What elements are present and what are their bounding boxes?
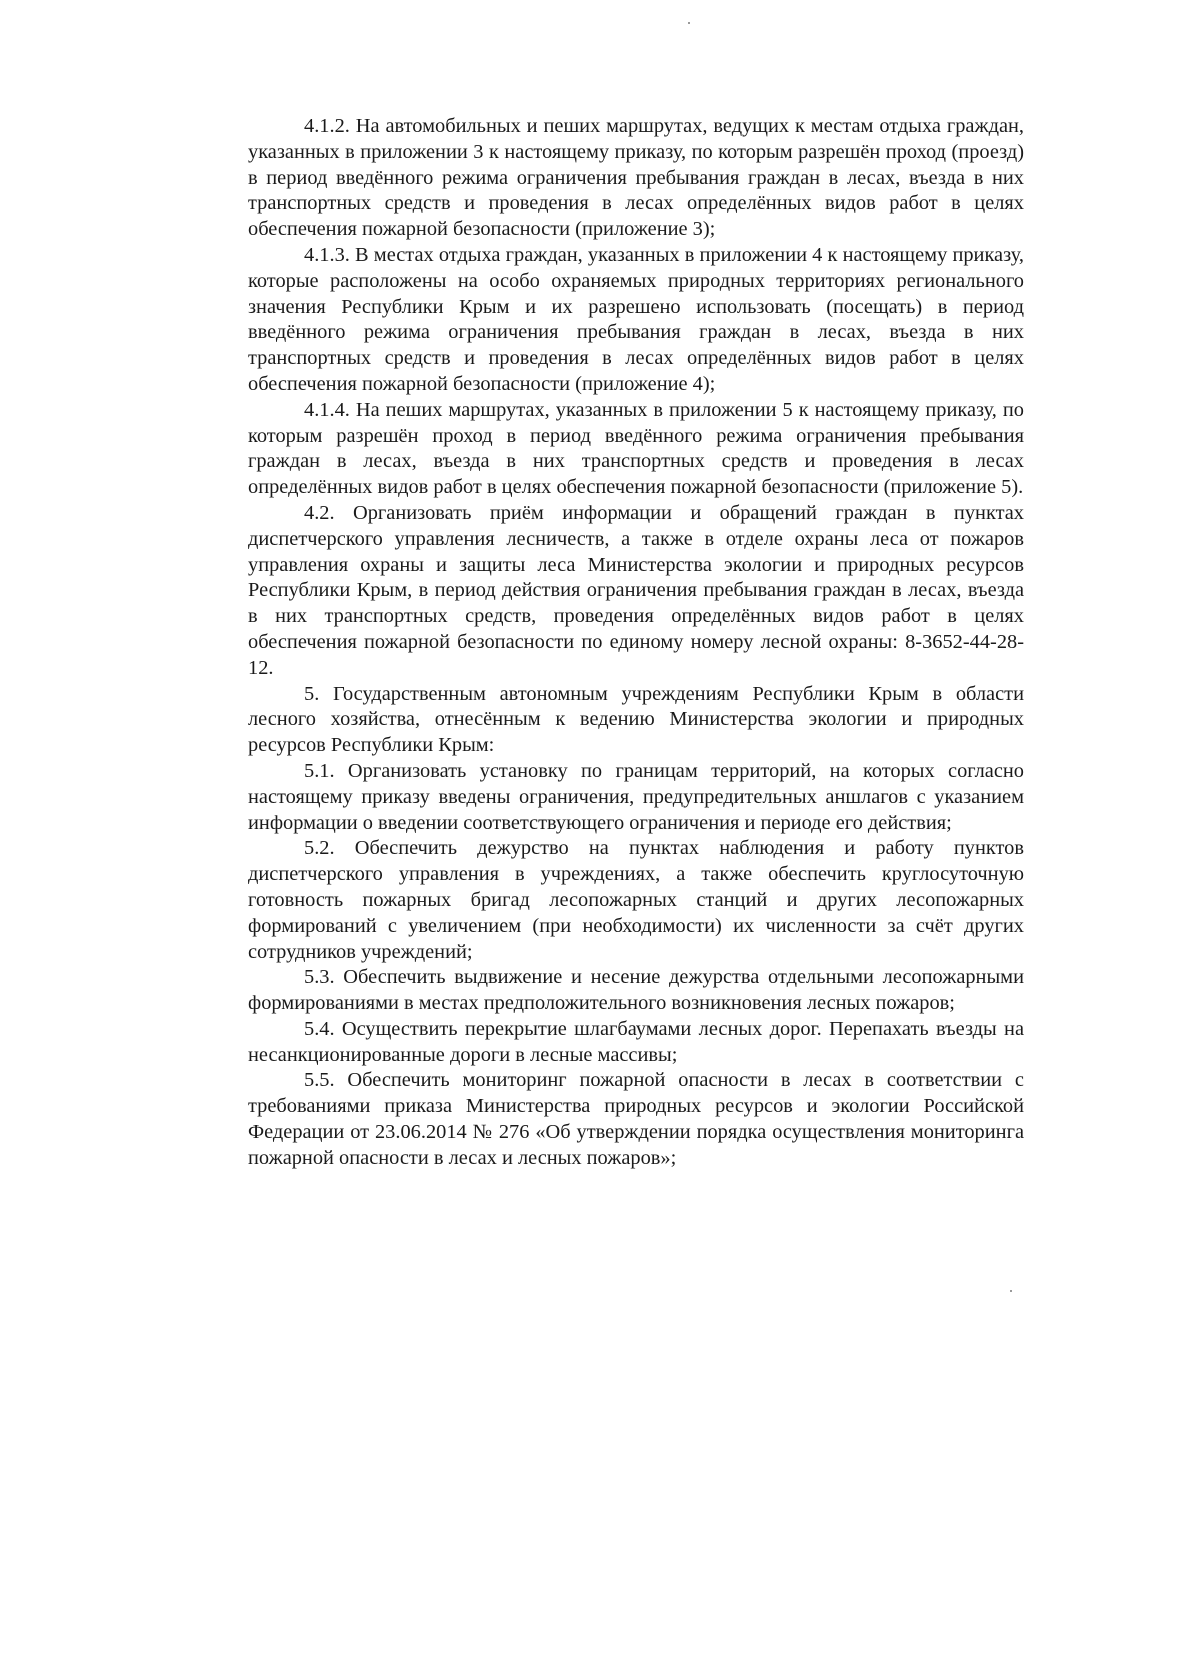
paragraph-5: 5. Государственным автономным учреждениям Республики Крым в области лесного хозяйства, отнесённым к ведению Министерства экологии и природных ресурсов Республики Крым:: [248, 682, 1024, 757]
paragraph-4-1-2: 4.1.2. На автомобильных и пеших маршрутах, ведущих к местам отдыха граждан, указанных в приложении 3 к настоящему приказу, по которым разрешён проход (проезд) в период введённого режима ограничения пребывания граждан в лесах, въезда в них транспортных средств и проведения в лесах определённых видов работ в целях обеспечения пожарной безопасности (приложение 3);: [248, 115, 1024, 241]
scan-speck-top: [688, 22, 690, 24]
paragraph-5-4: 5.4. Осуществить перекрытие шлагбаумами лесных дорог. Перепахать въезды на несанкционированные дороги в лесные массивы;: [248, 1017, 1024, 1066]
paragraph-4-1-3: 4.1.3. В местах отдыха граждан, указанных в приложении 4 к настоящему приказу, которые расположены на особо охраняемых природных территориях регионального значения Республики Крым и их разрешено использовать (посещать) в период введённого режима ограничения пребывания граждан в лесах, въезда в них транспортных средств и проведения в лесах определённых видов работ в целях обеспечения пожарной безопасности (приложение 4);: [248, 243, 1024, 395]
paragraph-4-2: 4.2. Организовать приём информации и обращений граждан в пунктах диспетчерского управления лесничеств, а также в отделе охраны леса от пожаров управления охраны и защиты леса Министерства экологии и природных ресурсов Республики Крым, в период действия ограничения пребывания граждан в лесах, въезда в них транспортных средств, проведения определённых видов работ в целях обеспечения пожарной безопасности по единому номеру лесной охраны: 8-3652-44-28-12.: [248, 501, 1024, 679]
paragraph-5-5: 5.5. Обеспечить мониторинг пожарной опасности в лесах в соответствии с требованиями приказа Министерства природных ресурсов и экологии Российской Федерации от 23.06.2014 № 276 «Об утверждении порядка осуществления мониторинга пожарной опасности в лесах и лесных пожаров»;: [248, 1069, 1024, 1169]
paragraph-5-1: 5.1. Организовать установку по границам территорий, на которых согласно настоящему приказу введены ограничения, предупредительных аншлагов с указанием информации о введении соответствующего ограничения и периоде его действия;: [248, 759, 1024, 834]
paragraph-5-2: 5.2. Обеспечить дежурство на пунктах наблюдения и работу пунктов диспетчерского управления в учреждениях, а также обеспечить круглосуточную готовность пожарных бригад лесопожарных станций и других лесопожарных формирований с увеличением (при необходимости) их численности за счёт других сотрудников учреждений;: [248, 837, 1024, 963]
paragraph-4-1-4: 4.1.4. На пеших маршрутах, указанных в приложении 5 к настоящему приказу, по которым разрешён проход в период введённого режима ограничения пребывания граждан в лесах, въезда в них транспортных средств и проведения в лесах определённых видов работ в целях обеспечения пожарной безопасности (приложение 5).: [248, 398, 1024, 499]
document-body: [248, 114, 1024, 1172]
paragraph-5-3: 5.3. Обеспечить выдвижение и несение дежурства отдельными лесопожарными формированиями в местах предположительного возникновения лесных пожаров;: [248, 966, 1024, 1015]
scan-speck-right: [1010, 1290, 1012, 1292]
